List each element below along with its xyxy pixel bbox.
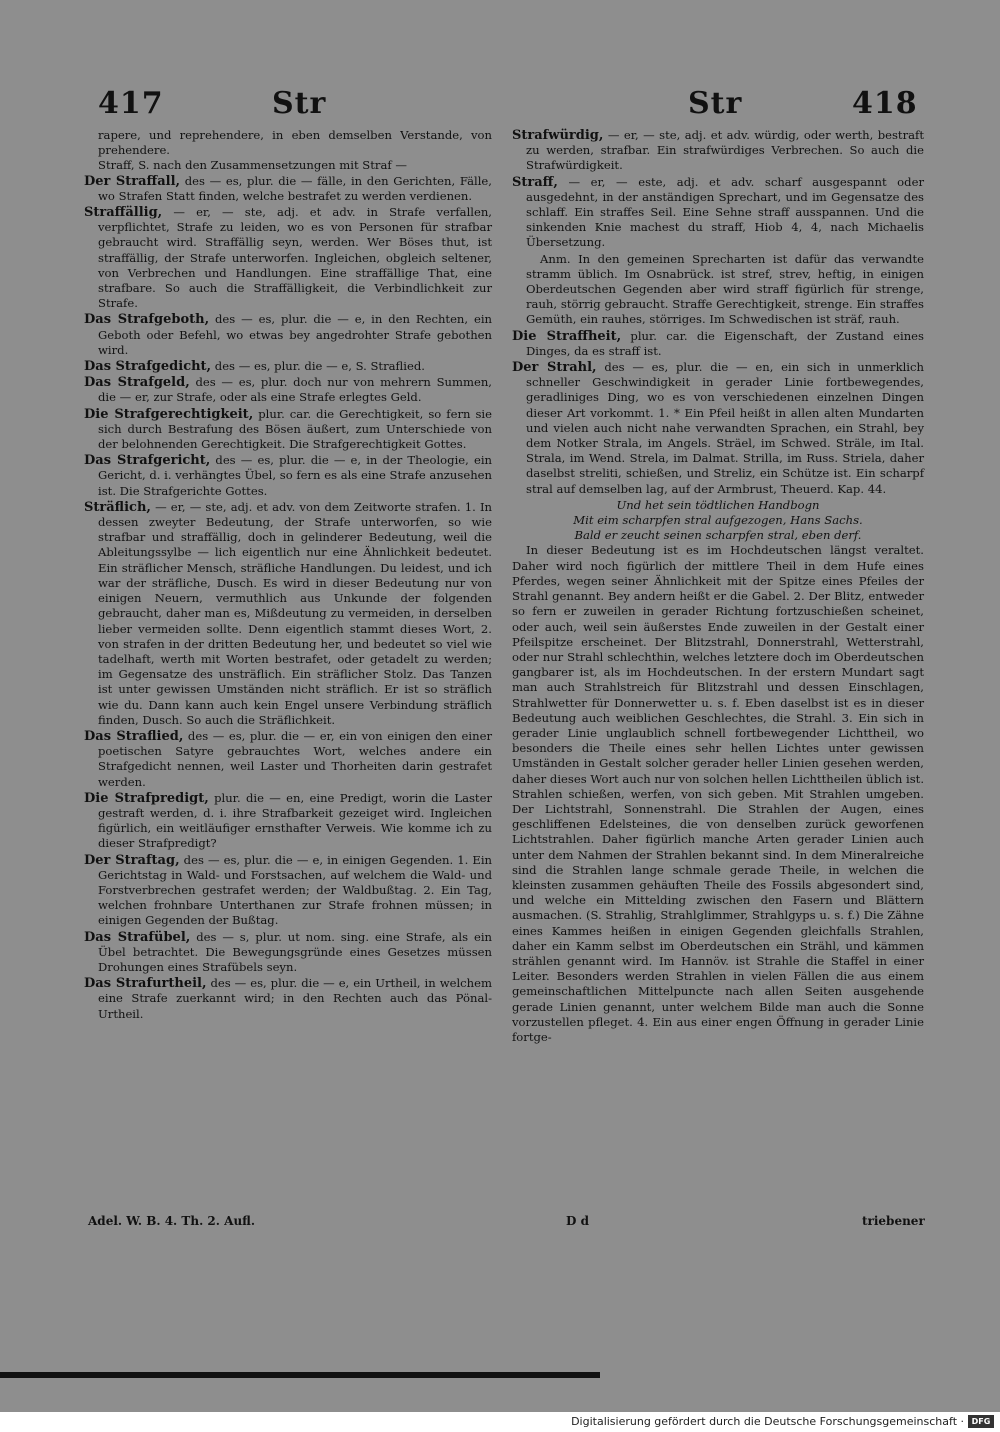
headword: Das Straflied, <box>84 728 184 744</box>
entry-text: des — es, plur. die — er, ein von einigen den einer poetischen Satyre gebrauchtes Wort, welches andere ein Strafgedicht nennen, weil Laster und Thorheiten darin gestrafet werden. <box>98 728 492 789</box>
dictionary-entry <box>84 791 492 852</box>
entry-text: des — s, plur. ut nom. sing. eine Strafe, als ein Übel betrachtet. Die Bewegungsgründe eines Gesetzes müssen Drohungen eines Strafübels seyn. <box>98 929 493 974</box>
headword: Das Strafgedicht, <box>84 359 212 375</box>
continued-text: rapere, und reprehendere, in eben demselben Verstande, von prehendere. <box>98 128 492 158</box>
page-number-right: 418 <box>852 86 918 121</box>
funding-note: Digitalisierung gefördert durch die Deutsche Forschungsgemeinschaft · <box>571 1415 964 1428</box>
headword: Der Straffall, <box>84 173 181 189</box>
dictionary-entry <box>84 853 492 929</box>
headword: Das Strafgericht, <box>84 453 211 469</box>
entry-text: plur. die — en, eine Predigt, worin die Laster gestraft werden, d. i. ihre Strafbarkeit gezeiget wird. Ingleichen figürlich, ein weitläufiger ernsthafter Verweis. Wie komme ich zu dieser Strafpredigt? <box>98 790 492 851</box>
dictionary-entry <box>512 329 924 359</box>
headword: Straff, <box>512 174 558 190</box>
verse-line: Und het sein tödtlichen Handbogn <box>616 497 820 512</box>
entry-text: des — es, plur. die — e, S. Straflied. <box>211 359 425 374</box>
dictionary-entry <box>84 407 492 453</box>
headword: Das Strafgeld, <box>84 375 190 391</box>
entry-text: — er, — ste, adj. et adv. von dem Zeitworte strafen. 1. In dessen zweyter Bedeutung, der Strafe unterworfen, so wie strafbar und straffällig, doch in gelinderer Bedeutung, weil die Ableitungssylbe — lich eigentlich nur eine Ähnlichkeit bedeutet. Ein sträflicher Mensch, sträfliche Handlungen. Du leidest, und ich war der sträfliche, Dusch. Es wird in dieser Bedeutung nur von einigen Neuern, vermuthlich aus Unkunde der folgenden gebraucht, daher man es, Mißdeutung zu vermeiden, in derselben lieber vermeiden sollte. Denn eigentlich stammt dieses Wort, 2. von strafen in der dritten Bedeutung her, und bedeutet so viel wie tadelhaft, werth mit Worten bestrafet, oder getadelt zu werden; im Gegensatze des unsträflich. Ein sträflicher Stolz. Das Tanzen ist unter gewissen Umständen nicht sträflich. Er ist so sträflich wie du. Dann kann auch kein Engel unsere Verbindung sträflich finden, Dusch. So auch die Sträflichkeit. <box>98 499 492 727</box>
dictionary-entry <box>84 174 492 204</box>
entry-text: plur. car. die Eigenschaft, der Zustand eines Dinges, da es straff ist. <box>526 328 924 358</box>
entry-paragraph: In dieser Bedeutung ist es im Hochdeutschen längst veraltet. Daher wird noch figürlich der mittlere Theil in dem Hufe eines Pferdes, wegen seiner Ähnlichkeit mit der Spitze eines Pfeiles der Strahl genannt. Bey andern heißt er die Gabel. 2. Der Blitz, entweder so fern er zuweilen in gerader Richtung fortzuschießen scheinet, oder auch, weil sein äußerstes Ende zuweilen in der Gestalt einer Pfeilspitze erscheinet. Der Blitzstrahl, Donnerstrahl, Wetterstrahl, oder nur Strahl schlechthin, welches letztere doch im Oberdeutschen gangbarer ist, als im Hochdeutschen. In der erstern Mundart sagt man auch Strahlstreich für Blitzstrahl und dessen Einschlagen, Strahlwetter für Donnerwetter u. s. f. Eben daselbst ist es in dieser Bedeutung auch weiblichen Geschlechtes, die Strahl. 3. Ein sich in gerader Linie unglaublich schnell fortbewegender Lichttheil, wo besonders die Theile eines sehr hellen Lichtes unter gewissen Umständen in Gestalt solcher gerader heller Linien gesehen werden, daher dieses Wort auch nur von solchen hellen Lichttheilen üblich ist. Strahlen schießen, werfen, von sich geben. Mit Strahlen umgeben. Der Lichtstrahl, Sonnenstrahl. Die Strahlen der Augen, eines geschliffenen Edelsteines, die von denselben zurück geworfenen Lichtstrahlen. Daher figürlich manche Arten gerader Linien auch unter dem Nahmen der Strahlen bekannt sind. In dem Mineralreiche sind die Strahlen lange schmale gerade Theile, in welchen die kleinsten zusammen gehäuften Theile des Fossils abgesondert sind, und welche ein Mittelding zwischen den Fasern und Blättern ausmachen. (S. Strahlig, Strahlglimmer, Strahlgyps u. s. f.) Die Zähne eines Kammes heißen in einigen Gegenden gleichfalls Strahlen, daher ein Kamm selbst im Oberdeutschen ein Strähl, und kämmen strählen genannt wird. Im Hannöv. ist Strahle die Staffel in einer Leiter. Besonders werden Strahlen in vielen Fällen die aus einem gemeinschaftlichen Mittelpuncte nach allen Seiten ausgehende gerade Linien genannt, unter welchem Bilde man auch die Sonne vorzustellen pfleget. 4. Ein aus einer engen Öffnung in gerader Linie fortge- <box>512 543 924 1044</box>
entry-text: des — es, plur. die — e, in einigen Gegenden. 1. Ein Gerichtstag in Wald- und Forstsachen, auf welchem die Wald- und Forstverbrechen gestrafet werden; der Waldbußtag. 2. Ein Tag, welchen frohnbare Unterthanen zur Strafe frohnen müssen; in einigen Gegenden der Bußtag. <box>98 852 492 928</box>
headword: Der Strahl, <box>512 360 597 376</box>
headword: Die Strafgerechtigkeit, <box>84 406 254 422</box>
cross-reference: Straff, S. nach den Zusammensetzungen mit Straf — <box>98 158 407 173</box>
dictionary-entry <box>512 360 924 497</box>
dictionary-entry <box>84 976 492 1022</box>
dictionary-entry <box>84 729 492 790</box>
headword: Das Strafurtheil, <box>84 976 207 992</box>
headword: Das Strafübel, <box>84 929 191 945</box>
entry-text: des — es, plur. die — e, in den Rechten, ein Geboth oder Befehl, wo etwas bey angedrohter Strafe gebothen wird. <box>98 312 492 357</box>
headword: Die Straffheit, <box>512 328 622 344</box>
footer-strip <box>0 1412 1000 1432</box>
annotation-note: Anm. In den gemeinen Sprecharten ist dafür das verwandte stramm üblich. Im Osnabrück. ist stref, strev, heftig, in einigen Oberdeutschen Gegenden aber wird straff figürlich für strenge, rauh, störrig gebraucht. Straffe Gerechtigkeit, strenge. Ein straffes Gemüth, ein rauhes, störriges. Im Schwedischen ist sträf, rauh. <box>526 251 924 327</box>
page-number-left: 417 <box>98 86 164 121</box>
dictionary-entry <box>84 500 492 728</box>
dictionary-entry <box>512 128 924 174</box>
entry-text: — er, — ste, adj. et adv. in Strafe verfallen, verpflichtet, Strafe zu leiden, wo es von Personen für strafbar gebraucht wird. Straffällig seyn, werden. Wer Böses thut, ist straffällig, der Strafe unterworfen. Ingleichen, obgleich seltener, von Verbrechen und Handlungen. Eine straffällige That, eine strafbare. So auch die Straffälligkeit, die Verbindlichkeit zur Strafe. <box>98 205 492 311</box>
entry-text: — er, — este, adj. et adv. scharf ausgespannt oder ausgedehnt, in der anständigen Sprechart, und im Gegensatze des schlaff. Ein straffes Seil. Eine Sehne straff ausspannen. Und die sinkenden Knie machest du straff, Hiob 4, 4, nach Michaelis Übersetzung. <box>526 174 924 250</box>
verse-line: Mit eim scharpfen stral aufgezogen, Hans Sachs. <box>573 513 863 528</box>
headword: Die Strafpredigt, <box>84 790 209 806</box>
headword: Straffällig, <box>84 205 163 221</box>
left-column <box>84 128 492 1023</box>
verse-line: Bald er zeucht seinen scharpfen stral, eben derf. <box>574 528 862 543</box>
running-head-right: Str <box>688 86 743 121</box>
dictionary-entry <box>84 359 492 374</box>
dictionary-entry <box>512 175 924 251</box>
dictionary-entry <box>84 453 492 499</box>
entry-text: des — es, plur. die — en, ein sich in unmerklich schneller Geschwindigkeit in gerader Linie fortbewegendes, geradliniges Ding, wo es von verschiedenen einzelnen Dingen dieser Art vorkommt. 1. * Ein Pfeil heißt in allen alten Mundarten und vielen auch nicht nahe verwandten Sprachen, ein Strahl, bey dem Notker Strala, im Angels. Sträel, im Schwed. Sträle, im Ital. Strala, im Wend. Strela, im Dalmat. Strilla, im Russ. Striela, daher daselbst streliti, schießen, und Streliz, ein Schütze ist. Ein scharpf stral auf demselben lag, auf der Armbrust, Theuerd. Kap. 44. <box>526 360 924 496</box>
entry-text: plur. car. die Gerechtigkeit, so fern sie sich durch Bestrafung des Bösen äußert, zum Unterschiede von der belohnenden Gerechtigkeit. Die Strafgerechtigkeit Gottes. <box>98 406 492 452</box>
headword: Strafwürdig, <box>512 128 604 143</box>
printer-imprint: Adel. W. B. 4. Th. 2. Aufl. <box>88 1214 256 1228</box>
entry-text: des — es, plur. doch nur von mehrern Summen, die — er, zur Strafe, oder als eine Strafe erlegtes Geld. <box>98 375 492 405</box>
page-header <box>0 86 1000 126</box>
entry-text: des — es, plur. die — e, ein Urtheil, in welchem eine Strafe zuerkannt wird; in den Rechten auch das Pönal-Urtheil. <box>98 976 492 1021</box>
headword: Sträflich, <box>84 499 151 515</box>
dictionary-entry <box>84 930 492 976</box>
dictionary-entry <box>84 312 492 358</box>
headword: Das Strafgeboth, <box>84 312 210 328</box>
dfg-logo: DFG <box>968 1415 994 1428</box>
entry-text: des — es, plur. die — fälle, in den Gerichten, Fälle, wo Strafen Statt finden, welche bestrafet zu werden verdienen. <box>98 173 492 203</box>
running-head-left: Str <box>272 86 327 121</box>
catchword: triebener <box>862 1214 925 1228</box>
entry-text: des — es, plur. die — e, in der Theologie, ein Gericht, d. i. verhängtes Übel, so fern es als eine Strafe anzusehen ist. Die Strafgerichte Gottes. <box>98 453 492 498</box>
signature-mark: D d <box>566 1214 589 1228</box>
scan-edge-bar <box>0 1372 600 1378</box>
dictionary-entry <box>84 205 492 311</box>
entry-text: — er, — ste, adj. et adv. würdig, oder werth, bestraft zu werden, strafbar. Ein strafwürdiges Verbrechen. So auch die Strafwürdigkeit. <box>526 128 924 173</box>
right-column <box>512 128 924 1045</box>
dictionary-entry <box>84 375 492 405</box>
headword: Der Straftag, <box>84 852 180 868</box>
